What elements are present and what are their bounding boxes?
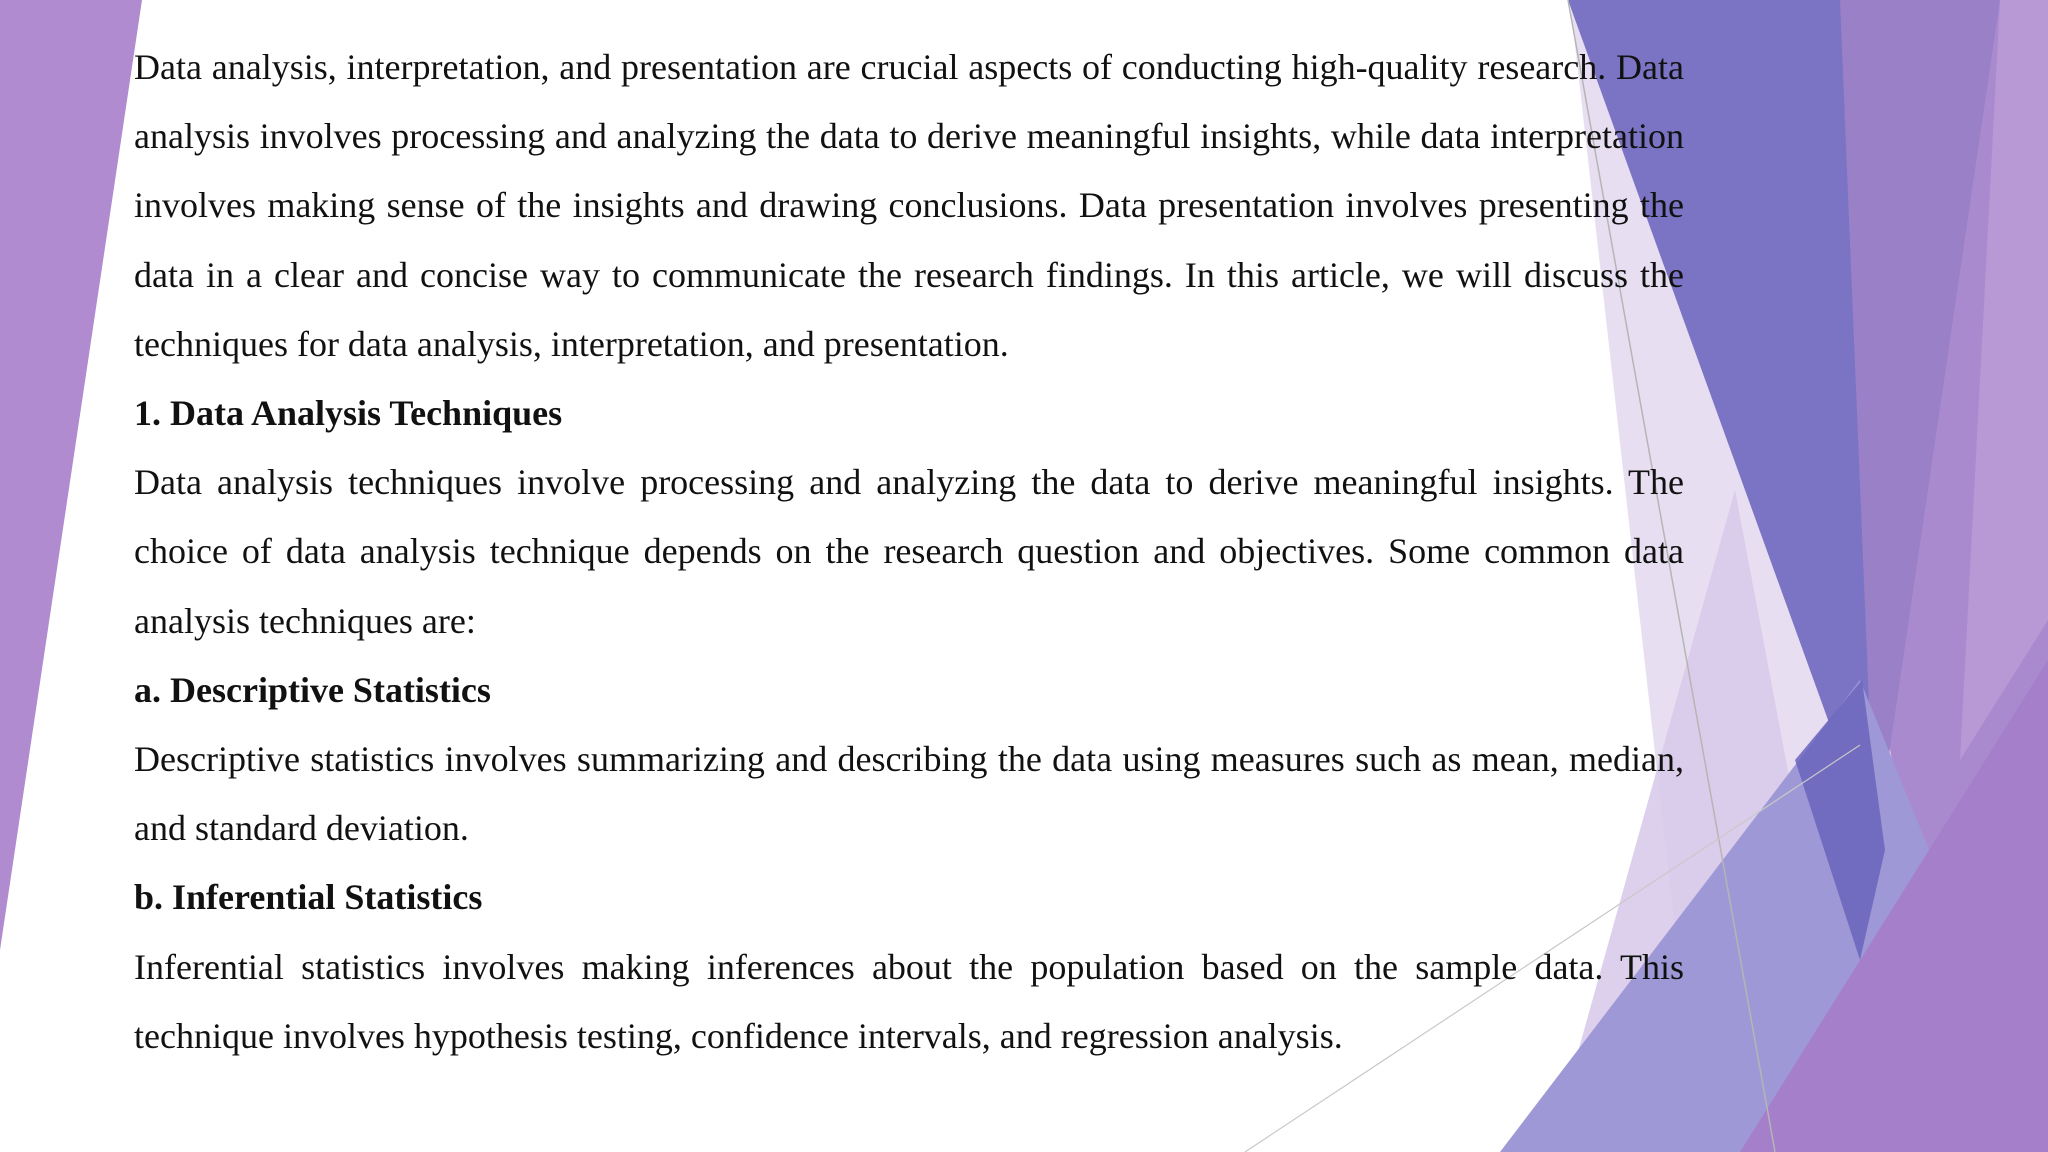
subheading-descriptive-statistics: a. Descriptive Statistics bbox=[134, 669, 491, 710]
paragraph-descriptive-statistics: Descriptive statistics involves summarizing and describing the data using measures such as mean, median, and standard deviation. bbox=[134, 739, 1684, 849]
intro-paragraph: Data analysis, interpretation, and presentation are crucial aspects of conducting high-quality research. Data analysis involves processing and analyzing the data to derive meaningful insights, while data interpretation involves making sense of the insights and drawing conclusions. Data presentation involves presenting the data in a clear and concise way to communicate the research findings. In this article, we will discuss the techniques for data analysis, interpretation, and presentation. bbox=[134, 47, 1684, 364]
left-accent-bar bbox=[0, 0, 142, 950]
slide-text-body bbox=[134, 33, 1684, 1071]
subheading-inferential-statistics: b. Inferential Statistics bbox=[134, 877, 483, 918]
section-heading-data-analysis-techniques: 1. Data Analysis Techniques bbox=[134, 393, 563, 434]
paragraph-inferential-statistics: Inferential statistics involves making inferences about the population based on the sample data. This technique involves hypothesis testing, confidence intervals, and regression analysis. bbox=[134, 946, 1684, 1056]
section-paragraph-data-analysis-techniques: Data analysis techniques involve processing and analyzing the data to derive meaningful insights. The choice of data analysis technique depends on the research question and objectives. Some common data analysis techniques are: bbox=[134, 462, 1684, 641]
